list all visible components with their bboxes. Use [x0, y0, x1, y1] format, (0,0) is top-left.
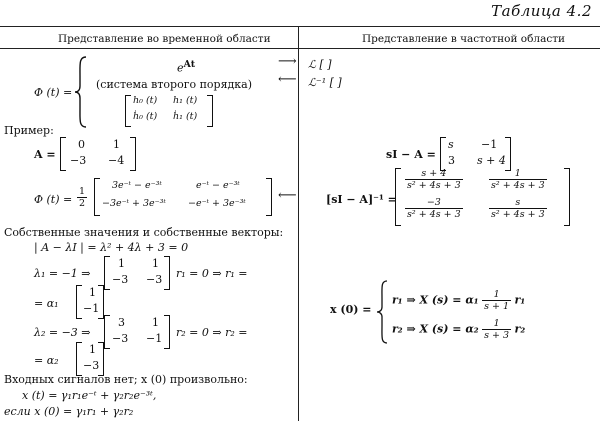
- si-minus-a-right-bracket: [505, 137, 511, 171]
- h-matrix-cell: h₁ (t): [173, 95, 198, 106]
- r1-vector-left-bracket: [76, 285, 82, 319]
- phi-example-lhs: Φ (t) =: [34, 193, 73, 206]
- resolvent-lhs: [sI − A]⁻¹ =: [326, 193, 397, 206]
- x0-case-2: r₂ ⇒ X (s) = α₂ $\frac{1}{s + 3}$ r₂: [392, 318, 526, 341]
- lambda1-lhs: λ₁ = −1 ⇒: [34, 267, 91, 280]
- phi-one-half: $\frac{1}{2}$: [79, 186, 86, 209]
- lambda1-matrix-left-bracket: [104, 256, 110, 290]
- phi-matrix-cell: −e⁻ᵗ + 3e⁻³ᵗ: [188, 198, 246, 209]
- r1-vector-lhs: = α₁: [34, 297, 59, 310]
- lambda2-matrix-left-bracket: [104, 315, 110, 349]
- inverse-laplace-transform: ℒ⁻¹ [ ]: [308, 76, 342, 89]
- lambda2-rhs: r₂ = 0 ⇒ r₂ =: [176, 326, 248, 339]
- r2-vector-cell: 1: [89, 343, 96, 356]
- lambda1-matrix-cell: 1: [152, 257, 159, 270]
- matrix-a-left-bracket: [60, 137, 66, 171]
- phi-matrix-left-bracket: [94, 178, 100, 216]
- header-frequency-domain: Представление в частотной области: [362, 33, 566, 45]
- lambda2-lhs: λ₂ = −3 ⇒: [34, 326, 91, 339]
- resolvent-cell: $\frac{1}{\text{s² + 4s + 3}}$: [491, 168, 545, 191]
- phi-matrix-right-bracket: [266, 178, 272, 216]
- r2-vector-right-bracket: [98, 342, 104, 376]
- left-arrow-icon: ⟵: [278, 72, 297, 87]
- resolvent-right-bracket: [564, 168, 570, 226]
- header-time-domain: Представление во временной области: [58, 33, 271, 45]
- lambda1-matrix-right-bracket: [164, 256, 170, 290]
- header-bottom-rule: [0, 48, 600, 49]
- matrix-a-cell: 1: [113, 138, 120, 151]
- x0-curly-brace: [376, 280, 388, 344]
- r2-vector-lhs: = α₂: [34, 354, 59, 367]
- lambda2-matrix-cell: 3: [118, 316, 125, 329]
- lambda2-matrix-cell: −1: [146, 332, 163, 345]
- si-minus-a-lhs: sI − A =: [386, 148, 436, 161]
- lambda2-matrix-cell: −3: [112, 332, 129, 345]
- laplace-transform: ℒ [ ]: [308, 58, 332, 71]
- eigen-heading: Собственные значения и собственные векторы:: [4, 226, 284, 239]
- second-order-note: (система второго порядка): [96, 78, 253, 91]
- lambda1-matrix-cell: 1: [118, 257, 125, 270]
- phi-matrix-cell: 3e⁻ᵗ − e⁻³ᵗ: [112, 180, 162, 191]
- si-minus-a-cell: 3: [448, 154, 455, 167]
- h-matrix-left-bracket: [125, 95, 131, 127]
- lambda1-rhs: r₁ = 0 ⇒ r₁ =: [176, 267, 248, 280]
- resolvent-cell: $\frac{s + 4}{\text{s² + 4s + 3}}$: [407, 168, 461, 191]
- r1-vector-right-bracket: [98, 285, 104, 319]
- no-inputs-note: Входных сигналов нет; x (0) произвольно:: [4, 373, 248, 386]
- phi-definition-lhs: Φ (t) =: [34, 86, 73, 99]
- si-minus-a-left-bracket: [440, 137, 446, 171]
- si-minus-a-cell: s + 4: [477, 154, 506, 167]
- column-divider: [298, 26, 299, 421]
- right-arrow-icon: ⟶: [278, 54, 297, 69]
- phi-matrix-cell: −3e⁻ᵗ + 3e⁻³ᵗ: [102, 198, 166, 209]
- characteristic-equation: | A − λI | = λ² + 4λ + 3 = 0: [34, 241, 189, 254]
- matrix-a-right-bracket: [130, 137, 136, 171]
- si-minus-a-cell: s: [448, 138, 454, 151]
- table-title: Таблица 4.2: [491, 2, 592, 20]
- r2-vector-cell: −3: [83, 359, 100, 372]
- lambda2-matrix-right-bracket: [164, 315, 170, 349]
- matrix-exponential: $e^{At}$: [177, 59, 196, 75]
- resolvent-cell: $\frac{-3}{\text{s² + 4s + 3}}$: [407, 197, 461, 220]
- example-label: Пример:: [4, 124, 54, 137]
- matrix-a-cell: −3: [70, 154, 87, 167]
- lambda1-matrix-cell: −3: [146, 273, 163, 286]
- resolvent-cell: $\frac{s}{\text{s² + 4s + 3}}$: [491, 197, 545, 220]
- x0-lhs: x (0) =: [330, 303, 372, 316]
- header-top-rule: [0, 26, 600, 27]
- lambda1-matrix-cell: −3: [112, 273, 129, 286]
- matrix-a-cell: 0: [78, 138, 85, 151]
- r1-vector-cell: 1: [89, 286, 96, 299]
- state-solution: x (t) = γ₁r₁e⁻ᵗ + γ₂r₂e⁻³ᵗ,: [22, 389, 157, 402]
- x0-case-1: r₁ ⇒ X (s) = α₁ $\frac{1}{s + 1}$ r₁: [392, 289, 526, 312]
- h-matrix-cell: ḣ₀ (t): [133, 111, 158, 122]
- h-matrix-cell: h₀ (t): [133, 95, 158, 106]
- phi-curly-brace: [74, 56, 88, 128]
- matrix-a-lhs: A =: [34, 148, 56, 161]
- h-matrix-right-bracket: [207, 95, 213, 127]
- left-arrow-icon: ⟵: [278, 188, 297, 203]
- resolvent-left-bracket: [395, 168, 401, 226]
- initial-condition: если x (0) = γ₁r₁ + γ₂r₂: [4, 405, 134, 418]
- phi-matrix-cell: e⁻ᵗ − e⁻³ᵗ: [196, 180, 240, 191]
- r1-vector-cell: −1: [83, 302, 100, 315]
- matrix-a-cell: −4: [108, 154, 125, 167]
- lambda2-matrix-cell: 1: [152, 316, 159, 329]
- r2-vector-left-bracket: [76, 342, 82, 376]
- si-minus-a-cell: −1: [481, 138, 498, 151]
- h-matrix-cell: ḣ₁ (t): [173, 111, 198, 122]
